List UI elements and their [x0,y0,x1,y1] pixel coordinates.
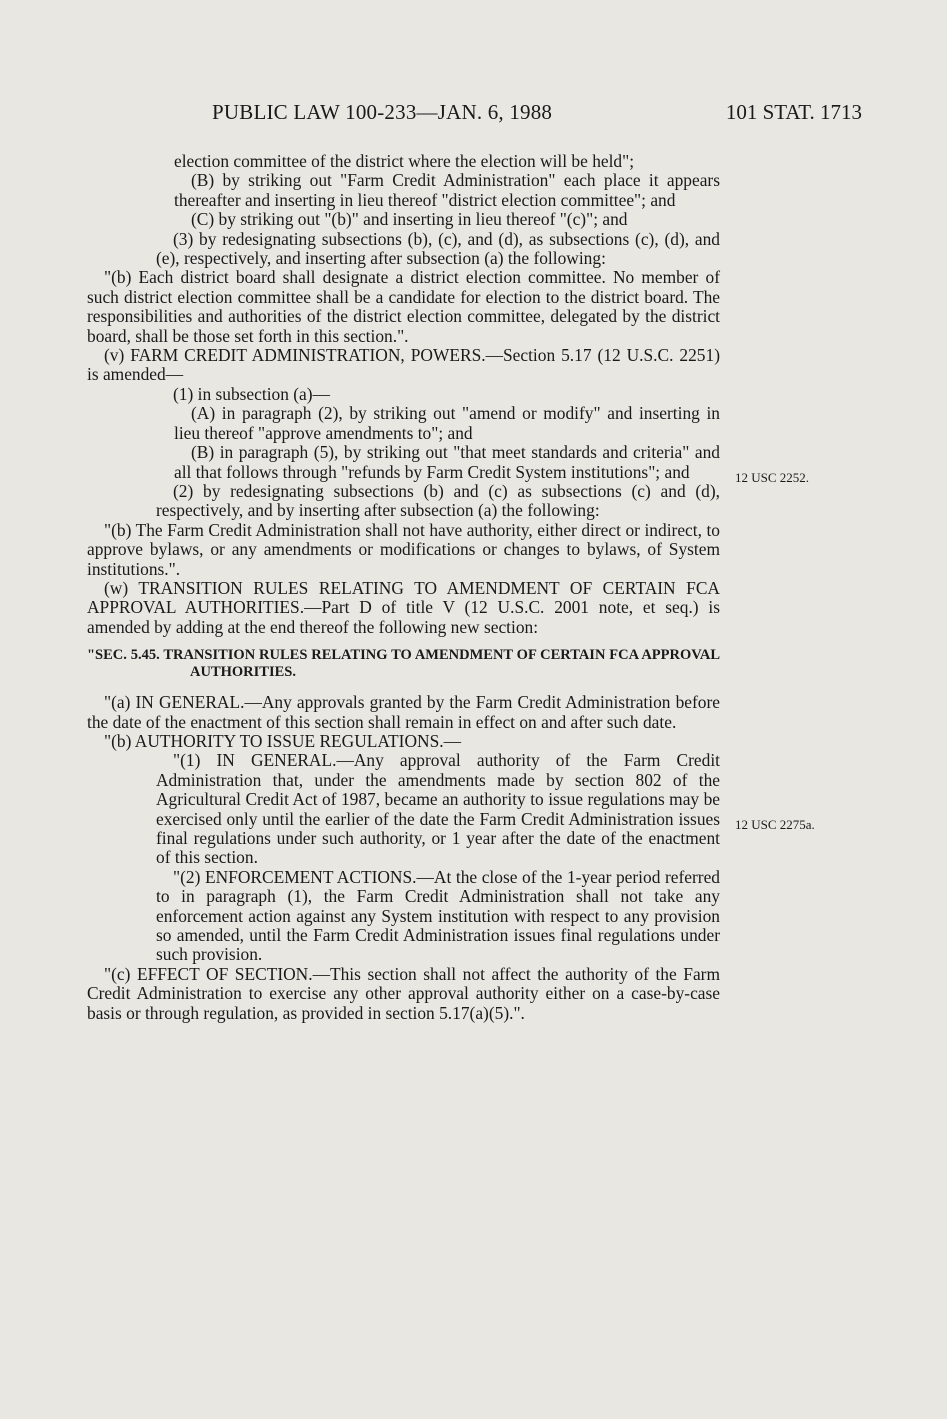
paragraph: (A) in paragraph (2), by striking out "amend or modify" and inserting in lieu thereof "approve amendments to"; and [174,403,720,443]
paragraph: (B) in paragraph (5), by striking out "that meet standards and criteria" and all that follows through "refunds by Farm Credit System institutions"; and [174,442,720,482]
paragraph: (C) by striking out "(b)" and inserting in lieu thereof "(c)"; and [191,209,628,230]
paragraph: "(b) The Farm Credit Administration shall not have authority, either direct or indirect, to approve bylaws, or any amendments or modifications or changes to bylaws, of System institutions.". [87,519,720,579]
body-text [87,152,720,1023]
header-page-ref: 101 STAT. 1713 [725,100,862,124]
paragraph: (w) TRANSITION RULES RELATING TO AMENDMENT OF CERTAIN FCA APPROVAL AUTHORITIES.—Part D of title V (12 U.S.C. 2001 note, et seq.) is amended by adding at the end thereof the following new section: [87,577,720,637]
paragraph: "(1) IN GENERAL.—Any approval authority of the Farm Credit Administration that, under the amendments made by section 802 of the Agricultural Credit Act of 1987, became an authority to issue regulations may be exercised only until the earlier of the date the Farm Credit Administration issues final regulations under such authority, or 1 year after the date of the enactment of this section. [156,750,720,868]
paragraph: "(b) AUTHORITY TO ISSUE REGULATIONS.— [104,730,461,751]
section-heading: "SEC. 5.45. TRANSITION RULES RELATING TO AMENDMENT OF CERTAIN FCA APPROVAL AUTHORITIES. [87,647,720,681]
paragraph: election committee of the district where the election will be held"; [174,151,635,171]
paragraph: (1) in subsection (a)— [173,383,330,404]
paragraph: "(c) EFFECT OF SECTION.—This section shall not affect the authority of the Farm Credit Administration to exercise any other approval authority either on a case-by-case basis or through regulation, as provided in section 5.17(a)(5).". [87,963,720,1023]
header-title: PUBLIC LAW 100-233—JAN. 6, 1988 [212,100,553,124]
paragraph: "(b) Each district board shall designate a district election committee. No member of such district election committee shall be a candidate for election to the district board. The responsibilities and authorities of the district election committee, delegated by the district board, shall be those set forth in this section.". [87,267,720,346]
paragraph: "(a) IN GENERAL.—Any approvals granted by the Farm Credit Administration before the date of the enactment of this section shall remain in effect on and after such date. [87,692,720,732]
running-header [212,100,862,134]
paragraph: (3) by redesignating subsections (b), (c), and (d), as subsections (c), (d), and (e), respectively, and inserting after subsection (a) the following: [156,228,720,269]
margin-citation: 12 USC 2275a. [735,817,815,832]
paragraph: "(2) ENFORCEMENT ACTIONS.—At the close of the 1-year period referred to in paragraph (1), the Farm Credit Administration shall not take any enforcement action against any System institution with respect to any provision so amended, until the Farm Credit Administration issues final regulations under such provision. [156,866,720,965]
margin-citation: 12 USC 2252. [735,470,810,485]
paragraph: (2) by redesignating subsections (b) and (c) as subsections (c) and (d), respectively, and by inserting after subsection (a) the following: [156,480,720,521]
paragraph: (v) FARM CREDIT ADMINISTRATION, POWERS.—Section 5.17 (12 U.S.C. 2251) is amended— [87,345,720,385]
paragraph: (B) by striking out "Farm Credit Administration" each place it appears thereafter and inserting in lieu thereof "district election committee"; and [174,170,720,210]
